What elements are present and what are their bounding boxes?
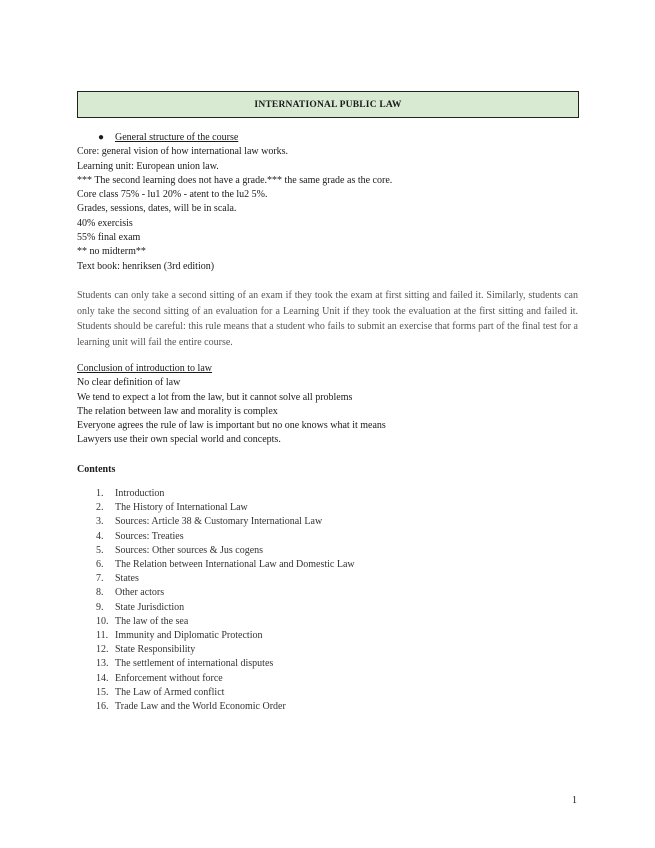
course-line: Core: general vision of how international law works.: [77, 146, 289, 158]
course-line: *** The second learning does not have a grade.*** the same grade as the core.: [77, 174, 393, 186]
contents-item-number: 6.: [96, 559, 104, 571]
conclusion-line: No clear definition of law: [77, 377, 181, 389]
conclusion-heading: Conclusion of introduction to law: [77, 363, 212, 374]
contents-item-text: Sources: Other sources & Jus cogens: [115, 544, 264, 556]
contents-item-text: Other actors: [115, 587, 165, 599]
contents-item-text: The Relation between International Law and Domestic Law: [115, 559, 355, 571]
bullet-icon: ●: [98, 132, 105, 143]
conclusion-section: [77, 362, 579, 448]
contents-item-number: 12.: [96, 644, 109, 656]
contents-item: [96, 515, 355, 529]
course-structure-heading-text: General structure of the course: [115, 132, 239, 143]
contents-item-number: 2.: [96, 502, 104, 514]
contents-item-text: Trade Law and the World Economic Order: [115, 701, 286, 713]
page-number: 1: [572, 795, 577, 806]
contents-list: [96, 487, 355, 714]
contents-item: [96, 672, 355, 686]
contents-item-text: States: [115, 573, 139, 585]
contents-item-text: The History of International Law: [115, 502, 248, 514]
course-structure-section: [77, 131, 579, 274]
course-line: 40% exercisis: [77, 217, 133, 229]
course-line: Text book: henriksen (3rd edition): [77, 260, 215, 272]
course-line: Learning unit: European union law.: [77, 160, 219, 172]
course-structure-heading: [77, 131, 579, 145]
contents-item-text: Enforcement without force: [115, 672, 223, 684]
contents-item-text: State Responsibility: [115, 644, 196, 656]
contents-item-text: Immunity and Diplomatic Protection: [115, 630, 263, 642]
course-line: Grades, sessions, dates, will be in scala.: [77, 203, 237, 215]
contents-item-text: Sources: Treaties: [115, 530, 184, 542]
contents-item: [96, 657, 355, 671]
contents-item-text: State Jurisdiction: [115, 601, 185, 613]
document-title: [77, 91, 579, 118]
conclusion-line: We tend to expect a lot from the law, but it cannot solve all problems: [77, 391, 353, 403]
contents-item: [96, 487, 355, 501]
contents-item: [96, 615, 355, 629]
contents-heading: Contents: [77, 464, 116, 475]
contents-item: [96, 501, 355, 515]
contents-item-number: 7.: [96, 573, 104, 585]
contents-item: [96, 629, 355, 643]
contents-item: [96, 700, 355, 714]
document-title-text: INTERNATIONAL PUBLIC LAW: [254, 99, 402, 110]
course-line: ** no midterm**: [77, 246, 146, 258]
contents-item-number: 15.: [96, 686, 109, 698]
contents-item-text: The Law of Armed conflict: [115, 686, 225, 698]
contents-item: [96, 572, 355, 586]
contents-item-number: 10.: [96, 615, 109, 627]
contents-item-text: Sources: Article 38 & Customary International Law: [115, 516, 323, 528]
contents-item-text: The settlement of international disputes: [115, 658, 274, 670]
conclusion-line: Lawyers use their own special world and concepts.: [77, 434, 281, 446]
contents-item: [96, 586, 355, 600]
contents-item: [96, 544, 355, 558]
contents-item-text: Introduction: [115, 488, 165, 499]
conclusion-line: The relation between law and morality is complex: [77, 405, 278, 417]
contents-item-number: 1.: [96, 488, 104, 499]
contents-item-number: 4.: [96, 530, 104, 542]
contents-item: [96, 601, 355, 615]
contents-item-number: 3.: [96, 516, 104, 528]
second-sitting-paragraph: Students can only take a second sitting of an exam if they took the exam at first sitting and failed it. Similarly, students can only take the second sitting of an evaluation for a Learning Unit if they took the evaluation at the first sitting and failed it. Students should be careful: this rule means that a student who fails to submit an exercise that forms part of the final test for a learning unit will fail the entire course.: [77, 290, 578, 348]
contents-item-number: 8.: [96, 587, 104, 599]
contents-item-number: 13.: [96, 658, 109, 670]
contents-item-number: 9.: [96, 601, 104, 613]
contents-item-number: 14.: [96, 672, 109, 684]
contents-item: [96, 643, 355, 657]
course-line: 55% final exam: [77, 232, 141, 244]
contents-item-number: 16.: [96, 701, 109, 713]
contents-item: [96, 686, 355, 700]
contents-item: [96, 530, 355, 544]
contents-item-number: 5.: [96, 544, 104, 556]
contents-item-text: The law of the sea: [115, 615, 189, 627]
course-line: Core class 75% - lu1 20% - atent to the lu2 5%.: [77, 189, 268, 201]
contents-item-number: 11.: [96, 630, 109, 642]
conclusion-line: Everyone agrees the rule of law is important but no one knows what it means: [77, 420, 386, 432]
contents-item: [96, 558, 355, 572]
